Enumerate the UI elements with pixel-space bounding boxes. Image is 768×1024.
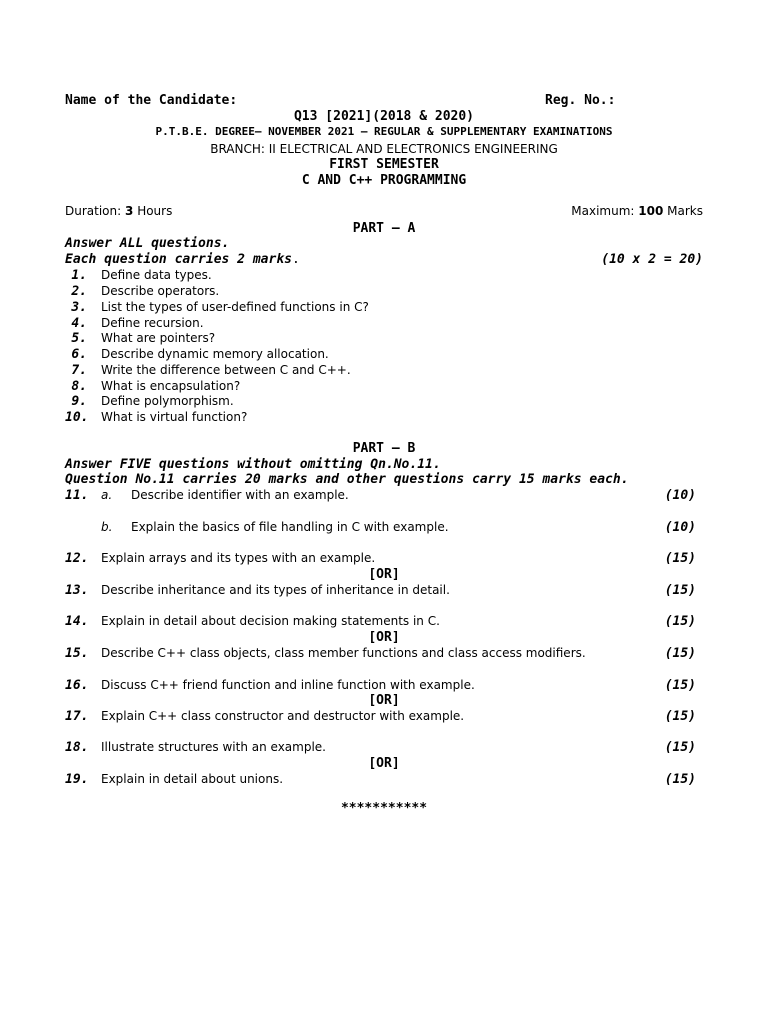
question-text: Explain C++ class constructor and destructor with example. [101,709,465,723]
question-number: 17. [65,709,89,724]
question-number: 16. [65,678,89,693]
duration-value: 3 [125,204,134,218]
or-separator: [OR] [368,630,400,645]
question-text: Explain in detail about unions. [101,772,284,786]
question-number: 19. [65,772,89,787]
question-text: Write the difference between C and C++. [101,363,351,377]
question-number: 5. [71,331,87,346]
question-text: Describe dynamic memory allocation. [101,347,329,361]
semester-line: FIRST SEMESTER [329,157,439,172]
question-text: Explain arrays and its types with an example. [101,551,376,565]
part-a-total-marks: (10 x 2 = 20) [601,252,703,267]
question-marks: (15) [664,709,696,724]
question-marks: (10) [664,520,696,535]
part-b-instruction: Answer FIVE questions without omitting Qn.No.11. [65,457,441,472]
question-text: Define polymorphism. [101,394,234,408]
question-number: 9. [71,394,87,409]
question-text: Illustrate structures with an example. [101,740,326,754]
question-text: Describe C++ class objects, class member functions and class access modifiers. [101,646,586,660]
question-marks: (15) [664,614,696,629]
question-text: What is virtual function? [101,410,248,424]
question-marks: (15) [664,551,696,566]
subject-title: C AND C++ PROGRAMMING [301,173,467,188]
maximum-label: Maximum: [571,204,635,218]
question-number: 8. [71,379,87,394]
branch-line: BRANCH: II ELECTRICAL AND ELECTRONICS ENGINEERING [210,142,558,156]
part-a-marks-rule [65,252,300,267]
question-number: 4. [71,316,87,331]
question-number: 15. [65,646,89,661]
maximum-value: 100 [638,204,664,218]
question-marks: (10) [664,488,696,503]
question-number: 6. [71,347,87,362]
candidate-name-label: Name of the Candidate: [65,93,238,108]
sub-question-label: b. [101,520,113,534]
question-number: 18. [65,740,89,755]
question-text: Explain the basics of file handling in C with example. [131,520,449,534]
question-number: 13. [65,583,89,598]
question-text: Describe operators. [101,284,220,298]
question-text: List the types of user-defined functions in C? [101,300,369,314]
or-separator: [OR] [368,756,400,771]
question-text: Describe inheritance and its types of inheritance in detail. [101,583,450,597]
question-text: What are pointers? [101,331,216,345]
part-a-instruction: Answer ALL questions. [65,236,230,251]
question-text: Define recursion. [101,316,204,330]
question-text: Discuss C++ friend function and inline function with example. [101,678,475,692]
exam-title: P.T.B.E. DEGREE– NOVEMBER 2021 – REGULAR & SUPPLEMENTARY EXAMINATIONS [155,125,613,138]
question-marks: (15) [664,740,696,755]
question-number: 14. [65,614,89,629]
duration-label: Duration: [65,204,122,218]
part-b-title: PART – B [352,441,416,456]
or-separator: [OR] [368,567,400,582]
duration-unit: Hours [137,204,173,218]
or-separator: [OR] [368,693,400,708]
end-of-paper-stars: *********** [340,801,428,816]
question-text: Explain in detail about decision making statements in C. [101,614,440,628]
part-a-title: PART – A [352,221,416,236]
question-text: Define data types. [101,268,212,282]
paper-code: Q13 [2021](2018 & 2020) [293,109,474,124]
question-number: 12. [65,551,89,566]
question-marks: (15) [664,772,696,787]
question-marks: (15) [664,646,696,661]
question-text: Describe identifier with an example. [131,488,349,502]
question-number: 7. [71,363,87,378]
question-number: 3. [71,300,87,315]
question-number: 1. [71,268,87,283]
question-marks: (15) [664,678,696,693]
part-b-marks-rule: Question No.11 carries 20 marks and other questions carry 15 marks each. [65,472,629,487]
duration [65,204,172,218]
maximum-marks [571,204,703,218]
maximum-unit: Marks [667,204,703,218]
question-number: 11. [65,488,89,503]
question-number: 10. [65,410,89,425]
question-number: 2. [71,284,87,299]
part-a-marks-rule-suffix: . [291,252,300,267]
sub-question-label: a. [101,488,113,502]
question-marks: (15) [664,583,696,598]
question-text: What is encapsulation? [101,379,241,393]
reg-no-label: Reg. No.: [545,93,616,108]
part-a-marks-rule-text: Each question carries 2 marks [65,252,292,267]
